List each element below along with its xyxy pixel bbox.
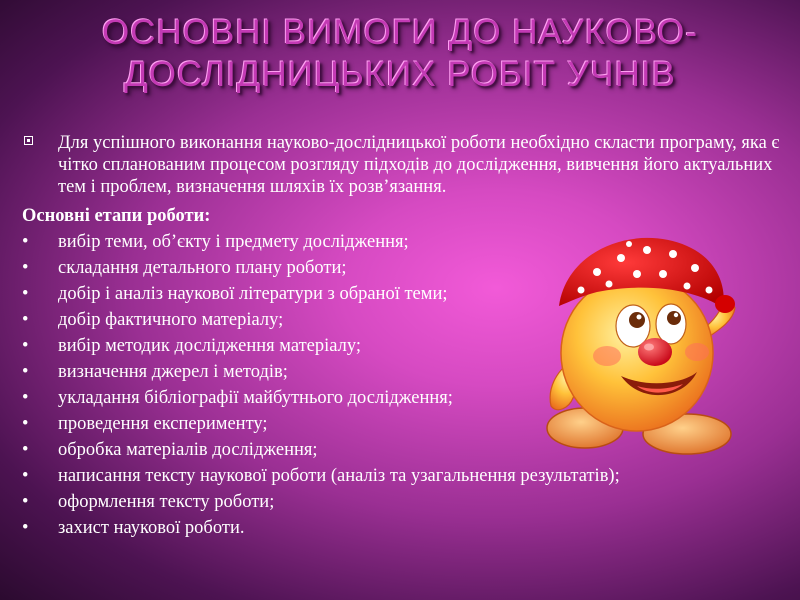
stage-item-text: обробка матеріалів дослідження; xyxy=(58,440,318,460)
mascot-character-icon xyxy=(537,228,737,458)
bullet-icon: • xyxy=(22,310,29,330)
stage-item-text: вибір методик дослідження матеріалу; xyxy=(58,336,362,356)
stage-item-text: захист наукової роботи. xyxy=(58,518,245,538)
stage-item-text: укладання бібліографії майбутнього дослідження; xyxy=(58,388,453,408)
bullet-icon: • xyxy=(22,518,29,538)
slide-title-line-2: ДОСЛІДНИЦЬКИХ РОБІТ УЧНІВ xyxy=(124,55,676,94)
bullet-icon: • xyxy=(22,466,29,486)
slide-title-line-1: ОСНОВНІ ВИМОГИ ДО НАУКОВО- xyxy=(101,13,699,52)
slide-title xyxy=(0,12,800,96)
stage-item xyxy=(24,491,784,517)
bullet-icon: • xyxy=(22,440,29,460)
bullet-icon: • xyxy=(22,336,29,356)
intro-paragraph xyxy=(24,132,784,198)
bullet-icon: • xyxy=(22,284,29,304)
bullet-icon: • xyxy=(22,414,29,434)
stage-item-text: визначення джерел і методів; xyxy=(58,362,288,382)
stage-item-text: вибір теми, об’єкту і предмету дослідження; xyxy=(58,232,409,252)
stage-item xyxy=(24,465,784,491)
stage-item-text: написання тексту наукової роботи (аналіз та узагальнення результатів); xyxy=(58,466,620,486)
bullet-icon: • xyxy=(22,232,29,252)
stage-item-text: складання детального плану роботи; xyxy=(58,258,347,278)
intro-text: Для успішного виконання науково-дослідницької роботи необхідно скласти програму, яка є чітко спланованим процесом розгляду підходів до дослідження, вивчення його актуальних тем і проблем, визначення шляхів їх розв’язання. xyxy=(58,133,780,197)
bullet-icon: • xyxy=(22,492,29,512)
bullet-icon: • xyxy=(22,362,29,382)
stages-heading: Основні етапи роботи: xyxy=(22,206,211,226)
square-bullet-icon xyxy=(24,136,33,145)
stage-item-text: проведення експерименту; xyxy=(58,414,268,434)
stage-item-text: добір і аналіз наукової літератури з обраної теми; xyxy=(58,284,448,304)
stage-item-text: добір фактичного матеріалу; xyxy=(58,310,284,330)
bullet-icon: • xyxy=(22,258,29,278)
stage-item xyxy=(24,517,784,543)
stage-item-text: оформлення тексту роботи; xyxy=(58,492,275,512)
bullet-icon: • xyxy=(22,388,29,408)
